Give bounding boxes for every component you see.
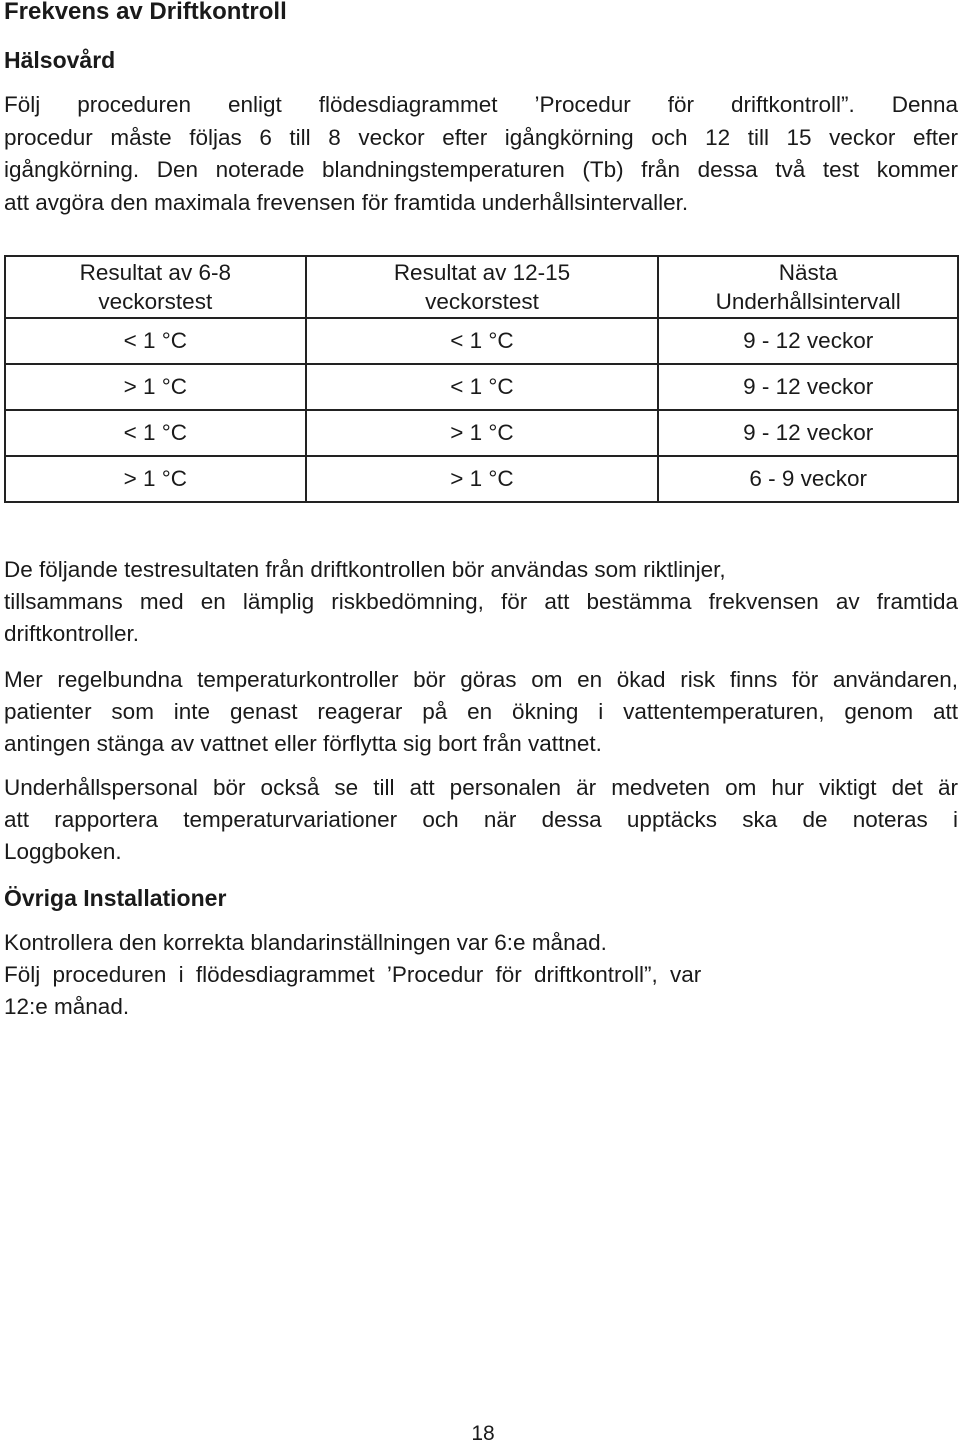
staff-line: att rapportera temperaturvariationer och när dessa upptäcks ska de noteras i — [4, 807, 958, 832]
other-line: Följ proceduren i flödesdiagrammet ’Procedur för driftkontroll”, var — [4, 962, 702, 987]
table-row — [5, 364, 958, 410]
table-cell: 9 - 12 veckor — [658, 364, 958, 410]
column-header — [5, 256, 306, 318]
section-heading-halsovard: Hälsovård — [4, 47, 116, 73]
table-header-row — [5, 256, 958, 318]
table-cell: > 1 °C — [306, 410, 659, 456]
intro-paragraph — [4, 89, 958, 219]
column-header-line: Nästa — [778, 260, 838, 285]
risk-line: Mer regelbundna temperaturkontroller bör göras om en ökad risk finns för användaren, — [4, 667, 958, 692]
table-cell: 9 - 12 veckor — [658, 318, 958, 364]
table-cell: < 1 °C — [5, 318, 306, 364]
guideline-line: tillsammans med en lämplig riskbedömning, för att bestämma frekvensen av framtida — [4, 589, 958, 614]
column-header-line: Underhållsintervall — [715, 289, 901, 314]
table-row — [5, 410, 958, 456]
intro-line: procedur måste följas 6 till 8 veckor efter igångkörning och 12 till 15 veckor efter — [4, 124, 958, 150]
column-header-line: Resultat av 12-15 — [393, 260, 571, 285]
table-cell: 6 - 9 veckor — [658, 456, 958, 502]
column-header — [658, 256, 958, 318]
guideline-line: driftkontroller. — [4, 621, 140, 646]
section-heading-ovriga: Övriga Installationer — [4, 885, 227, 911]
table-cell: > 1 °C — [306, 456, 659, 502]
table-row — [5, 456, 958, 502]
risk-line: antingen stänga av vattnet eller förflytta sig bort från vattnet. — [4, 731, 602, 756]
table-cell: < 1 °C — [5, 410, 306, 456]
column-header-line: veckorstest — [98, 289, 213, 314]
column-header — [306, 256, 659, 318]
other-line: 12:e månad. — [4, 994, 130, 1019]
guideline-paragraph — [4, 554, 958, 650]
staff-line: Loggboken. — [4, 839, 122, 864]
page-title: Frekvens av Driftkontroll — [4, 0, 287, 25]
risk-line: patienter som inte genast reagerar på en ökning i vattentemperaturen, genom att — [4, 699, 958, 724]
page-number: 18 — [471, 1422, 495, 1445]
intro-line: att avgöra den maximala frevensen för framtida underhållsintervaller. — [4, 189, 689, 215]
table-cell: < 1 °C — [306, 364, 659, 410]
maintenance-interval-table — [4, 255, 959, 503]
intro-line: Följ proceduren enligt flödesdiagrammet ’Procedur för driftkontroll”. Denna — [4, 92, 958, 117]
staff-paragraph — [4, 772, 958, 868]
other-installations-paragraph — [4, 927, 958, 1023]
table-cell: > 1 °C — [5, 456, 306, 502]
column-header-line: Resultat av 6-8 — [79, 260, 231, 285]
risk-paragraph — [4, 664, 958, 760]
column-header-line: veckorstest — [425, 289, 539, 314]
other-line: Kontrollera den korrekta blandarinställningen var 6:e månad. — [4, 930, 607, 955]
table-cell: > 1 °C — [5, 364, 306, 410]
intro-line: igångkörning. Den noterade blandningstemperaturen (Tb) från dessa två test kommer — [4, 157, 958, 182]
staff-line: Underhållspersonal bör också se till att personalen är medveten om hur viktigt det är — [4, 775, 958, 800]
guideline-line: De följande testresultaten från driftkontrollen bör användas som riktlinjer, — [4, 557, 726, 582]
table-row — [5, 318, 958, 364]
table-cell: 9 - 12 veckor — [658, 410, 958, 456]
table-cell: < 1 °C — [306, 318, 659, 364]
